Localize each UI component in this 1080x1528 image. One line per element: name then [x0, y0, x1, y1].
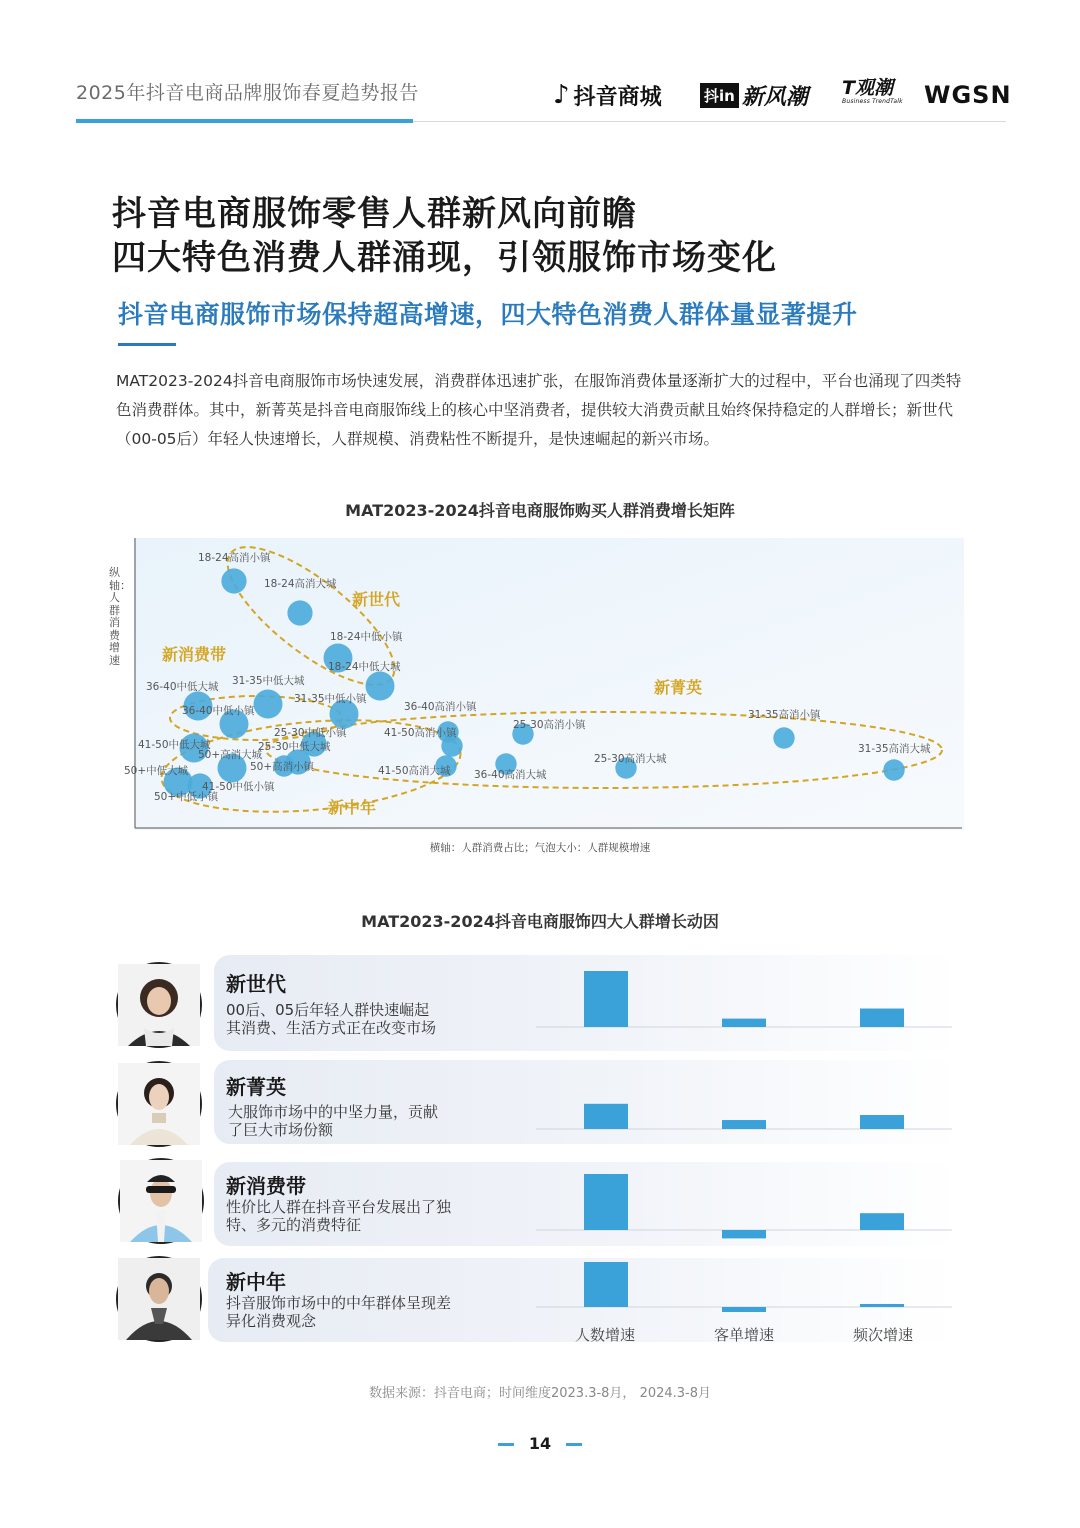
bubble-label: 31-35高消大城: [858, 743, 931, 755]
avatar-xinshidai: [116, 962, 202, 1048]
avatar-xinxiaofeidai: [118, 1158, 204, 1244]
bubble-label: 36-40高消大城: [474, 769, 547, 781]
bar-新消费带-频次增速: [860, 1213, 904, 1230]
bubble-label: 50+高消大城: [198, 749, 263, 761]
bubble-label: 41-50中低小镇: [202, 781, 275, 793]
group-label-新菁英: 新菁英: [654, 678, 703, 697]
group-desc-line2: 其消费、生活方式正在改变市场: [226, 1019, 437, 1037]
bubble-label: 25-30高消大城: [594, 753, 667, 765]
group-label-新消费带: 新消费带: [162, 645, 227, 664]
bubble-18-24高消大城: [287, 600, 312, 625]
bar-新中年-频次增速: [860, 1304, 904, 1307]
bar-新消费带-客单增速: [722, 1230, 766, 1238]
group-label-新中年: 新中年: [328, 798, 377, 817]
bubble-label: 31-35中低大城: [232, 675, 305, 687]
bubble-label: 36-40高消小镇: [404, 701, 477, 713]
avatar-xinjingying: [116, 1061, 202, 1147]
header-accent-bar: [76, 119, 413, 123]
page-title-line2: 四大特色消费人群涌现，引领服饰市场变化: [112, 238, 777, 278]
bubble-label: 31-35高消小镇: [748, 709, 821, 721]
matrix-y-axis-label: 纵轴：人群消费增速: [109, 566, 131, 667]
bar-新消费带-人数增速: [584, 1174, 628, 1230]
bubble-label: 25-30中低小镇: [274, 727, 347, 739]
bubble-label: 18-24高消大城: [264, 578, 337, 590]
group-desc-line2: 了巨大市场份额: [228, 1121, 334, 1139]
bubble-label: 50+中低大城: [124, 765, 189, 777]
bar-category-label: 频次增速: [852, 1326, 913, 1344]
bubble-label: 41-50高消大城: [378, 765, 451, 777]
report-title: 2025年抖音电商品牌服饰春夏趋势报告: [76, 82, 419, 104]
bar-新中年-客单增速: [722, 1307, 766, 1312]
group-desc-line1: 00后、05后年轻人群快速崛起: [226, 1001, 430, 1019]
bubble-18-24中低大城: [366, 672, 395, 701]
group-desc-line1: 性价比人群在抖音平台发展出了独: [226, 1198, 452, 1216]
bar-新菁英-人数增速: [584, 1104, 628, 1129]
subtitle-underline: [118, 343, 176, 346]
bar-category-label: 人数增速: [574, 1326, 635, 1344]
bubble-label: 50+中低小镇: [154, 791, 219, 803]
douyin-mall-logo: [553, 78, 662, 112]
tguanchao-logo: [842, 78, 903, 112]
intro-paragraph: MAT2023-2024抖音电商服饰市场快速发展，消费群体迅速扩张，在服饰消费体量逐渐扩大的过程中，平台也涌现了四类特色消费群体。其中，新菁英是抖音电商服饰线上的核心中坚消费者，提供较大消费贡献且始终保持稳定的人群增长；新世代（00-05后）年轻人快速增长，人群规模、消费粘性不断提升，是快速崛起的新兴市场。: [116, 372, 962, 448]
bubble-label: 41-50高消小镇: [384, 727, 457, 739]
group-name: 新中年: [226, 1270, 286, 1294]
page-number-dash-right: [566, 1443, 582, 1446]
matrix-chart-title: MAT2023-2024抖音电商服饰购买人群消费增长矩阵: [345, 501, 735, 520]
xinfengchao-logo-text: 新风潮: [741, 84, 808, 110]
group-label-新世代: 新世代: [352, 590, 401, 609]
data-source-note: 数据来源：抖音电商；时间维度2023.3-8月， 2024.3-8月: [368, 1386, 712, 1401]
group-desc-line2: 异化消费观念: [226, 1312, 317, 1330]
group-name: 新世代: [226, 972, 286, 996]
drivers-chart-title: MAT2023-2024抖音电商服饰四大人群增长动因: [361, 912, 719, 931]
page-number: 14: [528, 1434, 552, 1453]
bar-新菁英-客单增速: [722, 1120, 766, 1129]
drivers-bar-chart: [530, 955, 960, 1325]
bubble-label: 31-35中低小镇: [294, 693, 367, 705]
xinfengchao-logo-box: 抖in: [700, 83, 739, 108]
douyin-mall-logo-text: 抖音商城: [573, 84, 662, 110]
group-name: 新菁英: [226, 1075, 286, 1099]
tguanchao-logo-text: T观潮: [842, 77, 893, 99]
avatar-xinzhongnian: [116, 1256, 202, 1342]
bar-category-label: 客单增速: [713, 1326, 774, 1344]
bubble-18-24高消小镇: [221, 568, 246, 593]
matrix-scatter-chart: [124, 538, 964, 830]
bubble-label: 36-40中低小镇: [182, 705, 255, 717]
bubble-label: 50+高消小镇: [250, 761, 315, 773]
bar-新世代-客单增速: [722, 1019, 766, 1027]
group-desc-line1: 抖音服饰市场中的中年群体呈现差: [226, 1294, 452, 1312]
bubble-31-35高消大城: [883, 759, 904, 780]
bubble-label: 41-50中低大城: [138, 739, 211, 751]
bubble-label: 18-24中低小镇: [330, 631, 403, 643]
tguanchao-logo-sub: Business TrendTalk: [842, 98, 903, 105]
bar-新中年-人数增速: [584, 1262, 628, 1307]
group-desc-line1: 大服饰市场中的中坚力量，贡献: [228, 1103, 439, 1121]
matrix-x-axis-label: 横轴：人群消费占比；气泡大小：人群规模增速: [429, 842, 651, 854]
bubble-label: 18-24高消小镇: [198, 552, 271, 564]
wgsn-logo: WGSN: [924, 81, 1012, 109]
group-name: 新消费带: [226, 1174, 306, 1198]
section-subtitle: 抖音电商服饰市场保持超高增速，四大特色消费人群体量显著提升: [118, 300, 858, 329]
xinfengchao-logo: [700, 78, 808, 112]
bubble-label: 18-24中低大城: [328, 661, 401, 673]
bubble-label: 25-30中低大城: [258, 741, 331, 753]
group-desc-line2: 特、多元的消费特征: [226, 1216, 362, 1234]
bar-新世代-人数增速: [584, 971, 628, 1027]
bubble-label: 25-30高消小镇: [513, 719, 586, 731]
page-title-line1: 抖音电商服饰零售人群新风向前瞻: [112, 194, 637, 234]
bar-新菁英-频次增速: [860, 1115, 904, 1129]
bubble-label: 36-40中低大城: [146, 681, 219, 693]
bar-新世代-频次增速: [860, 1009, 904, 1027]
tiktok-note-icon: ♪: [553, 80, 570, 110]
bubble-31-35高消小镇: [773, 727, 794, 748]
bubble-31-35中低大城: [254, 690, 283, 719]
